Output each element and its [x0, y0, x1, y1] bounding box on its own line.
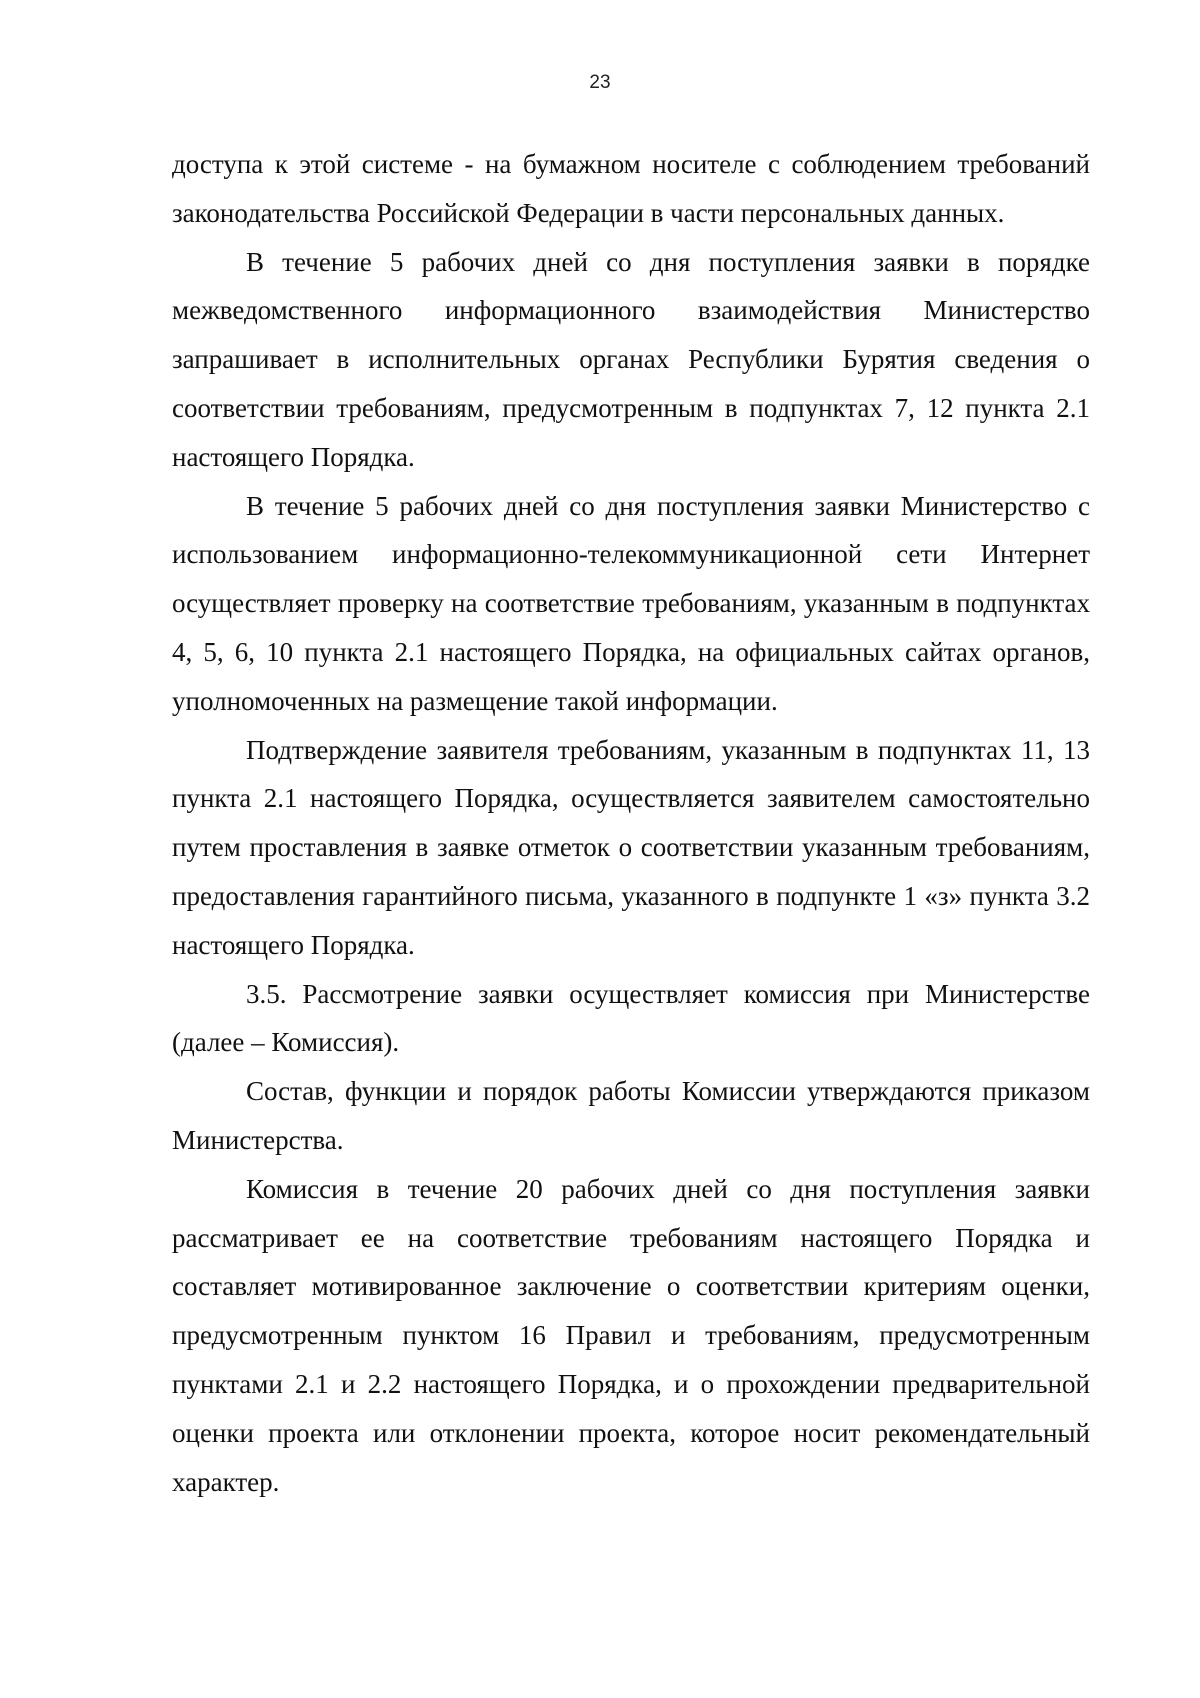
document-body: [172, 140, 1090, 1506]
paragraph-commission-composition: Состав, функции и порядок работы Комиссии утверждаются приказом Министерства.: [172, 1076, 1090, 1155]
paragraph-continuation: доступа к этой системе - на бумажном носителе с соблюдением требований законодательства Российской Федерации в части персональных данных.: [172, 149, 1090, 228]
paragraph-applicant-confirmation: Подтверждение заявителя требованиям, указанным в подпунктах 11, 13 пункта 2.1 настоящего Порядка, осуществляется заявителем самостоятельно путем проставления в заявке отметок о соответствии указанным требованиям, предоставления гарантийного письма, указанного в подпункте 1 «з» пункта 3.2 настоящего Порядка.: [172, 734, 1090, 960]
paragraph-commission-review: 3.5. Рассмотрение заявки осуществляет комиссия при Министерстве (далее – Комиссия).: [172, 978, 1090, 1058]
paragraph-interagency-request: В течение 5 рабочих дней со дня поступления заявки в порядке межведомственного информационного взаимодействия Министерство запрашивает в исполнительных органах Республики Бурятия сведения о соответствии требованиям, предусмотренным в подпунктах 7, 12 пункта 2.1 настоящего Порядка.: [172, 246, 1090, 472]
paragraph-internet-check: В течение 5 рабочих дней со дня поступления заявки Министерство с использованием информационно-телекоммуникационной сети Интернет осуществляет проверку на соответствие требованиям, указанным в подпунктах 4, 5, 6, 10 пункта 2.1 настоящего Порядка, на официальных сайтах органов, уполномоченных на размещение такой информации.: [172, 490, 1090, 716]
paragraph-commission-conclusion: Комиссия в течение 20 рабочих дней со дня поступления заявки рассматривает ее на соответствие требованиям настоящего Порядка и составляет мотивированное заключение о соответствии критериям оценки, предусмотренным пунктом 16 Правил и требованиям, предусмотренным пунктами 2.1 и 2.2 настоящего Порядка, и о прохождении предварительной оценки проекта или отклонении проекта, которое носит рекомендательный характер.: [172, 1173, 1090, 1497]
page-number: 23: [589, 72, 611, 93]
